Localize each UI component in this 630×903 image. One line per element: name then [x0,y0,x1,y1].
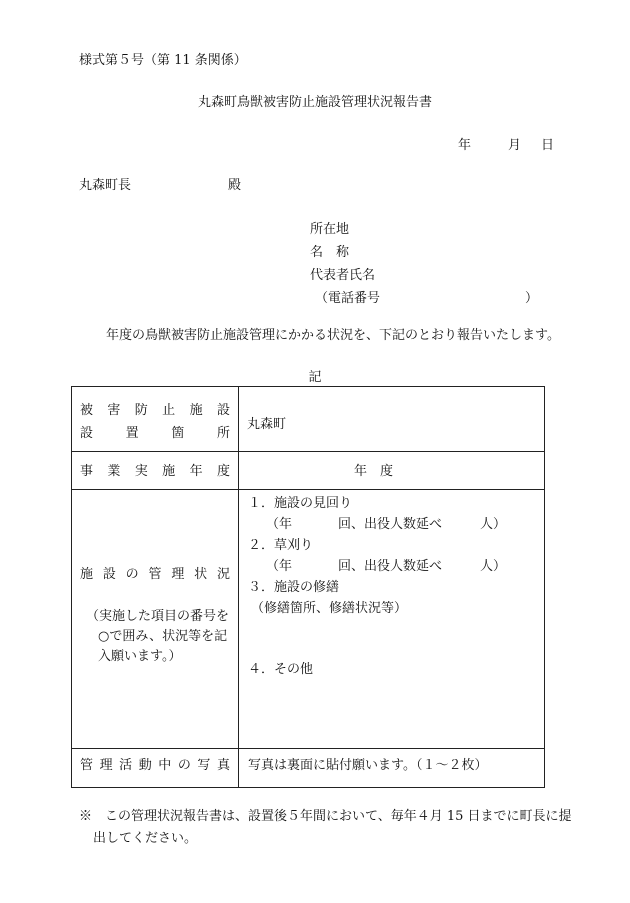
date-day-label: 日 [541,138,555,153]
management-status-label: 施 設 の 管 理 状 況 [80,567,230,582]
photo-value-cell[interactable] [239,749,545,788]
management-status-note: （実施した項目の番号を ○で囲み、状況等を記 入願います。） [86,609,230,664]
management-status-label-cell [72,490,239,749]
footnote [79,806,589,850]
recipient [79,178,242,193]
item-repair-detail: （修繕箇所、修繕状況等） [251,601,408,616]
footnote-line: 出してください。 [93,831,198,846]
table-row [72,452,545,490]
applicant-name-label: 名 称 [310,245,350,260]
fiscal-year-label: 事 業 実 施 年 度 [80,464,230,479]
item-patrol: １．施設の見回り [248,496,353,511]
item-mowing-detail: （年 回、出役人数延べ 人） [266,559,507,574]
document-title: 丸森町鳥獣被害防止施設管理状況報告書 [197,95,432,110]
item-patrol-detail: （年 回、出役人数延べ 人） [266,517,507,532]
photo-label-cell [72,749,239,788]
table-row [72,490,545,749]
applicant-phone [315,291,539,306]
applicant-representative-label: 代表者氏名 [310,268,376,283]
date-line [458,139,554,152]
report-table [71,386,545,788]
footnote-line: ※ この管理状況報告書は、設置後５年間において、毎年４月 15 日までに町長に提 [79,809,572,824]
date-year-label: 年 [458,138,472,153]
date-month-label: 月 [508,138,522,153]
phone-label: （電話番号 [315,291,381,306]
facility-location-label-cell [72,387,239,452]
label-line: 設 置 箇 所 [80,426,230,441]
recipient-name: 丸森町長 [79,178,132,193]
item-repair: ３．施設の修繕 [248,580,340,595]
phone-close-paren: ） [525,291,539,306]
photo-label: 管 理 活 動 中 の 写 真 [80,758,230,773]
intro-sentence: 年度の鳥獣被害防止施設管理にかかる状況を、下記のとおり報告いたします。 [106,328,560,343]
fiscal-year-value-cell[interactable] [239,452,545,490]
item-other: ４．その他 [248,662,314,677]
photo-instruction: 写真は裏面に貼付願います。（１～２枚） [248,758,488,773]
item-mowing: ２．草刈り [248,538,314,553]
facility-location-value: 丸森町 [247,417,287,432]
ki-heading: 記 [308,370,322,385]
fiscal-year-value: 年 度 [354,464,394,479]
applicant-address-label: 所在地 [310,222,350,237]
recipient-honorific: 殿 [228,178,242,193]
facility-location-value-cell[interactable] [239,387,545,452]
table-row [72,749,545,788]
form-number: 様式第５号（第 11 条関係） [79,53,247,68]
fiscal-year-label-cell [72,452,239,490]
label-line: 被 害 防 止 施 設 [80,403,230,418]
table-row [72,387,545,452]
management-status-value-cell[interactable] [239,490,545,749]
